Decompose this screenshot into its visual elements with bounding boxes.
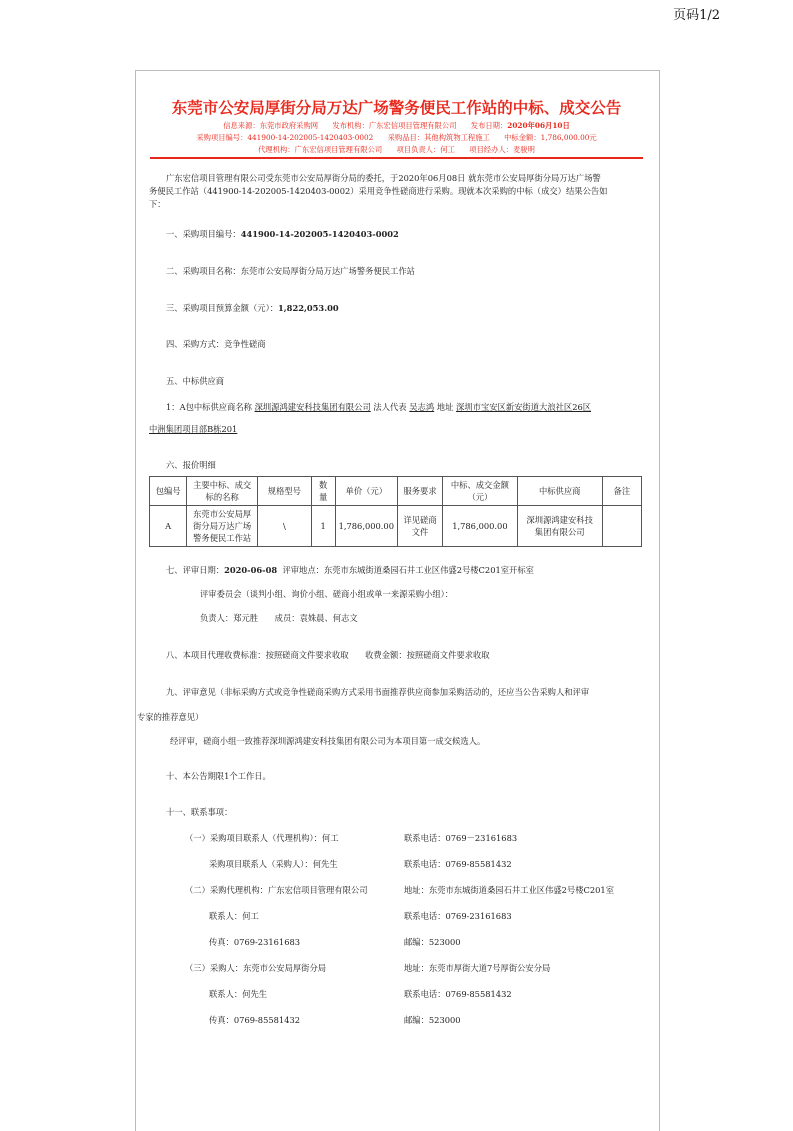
cell-note [602, 506, 641, 547]
section-4-label: 四、采购方式： [166, 339, 225, 349]
cell-unit-price: 1,786,000.00 [335, 506, 397, 547]
section-7 [166, 564, 534, 576]
section-2-value: 东莞市公安局厚街分局万达广场警务便民工作站 [240, 266, 415, 276]
header-spec: 规格型号 [257, 477, 311, 506]
meta-line-1 [135, 121, 658, 131]
header-item-line-2: 标的名称 [205, 492, 239, 502]
announcement-title: 东莞市公安局厚街分局万达广场警务便民工作站的中标、成交公告 [171, 99, 622, 117]
section-9-line-2: 专家的推荐意见） [137, 712, 204, 722]
meta-date [471, 121, 570, 130]
header-service: 服务要求 [397, 477, 442, 506]
review-members: 负责人：郑元胜 成员：袁姝晨、何志文 [200, 613, 358, 623]
section-3-value: 1,822,053.00 [278, 303, 339, 313]
contact-1-left: （一）采购项目联系人（代理机构）：何工 [185, 833, 339, 843]
intro-line-1: 广东宏信项目管理有限公司受东莞市公安局厚街分局的委托，于2020年06月08日 就东莞市公安局厚街分局万达广场警 [166, 173, 601, 183]
rep-name: 吴志鸿 [409, 402, 435, 412]
contact-8-left: 传真：0769-85581432 [209, 1015, 301, 1025]
meta-date-value: 2020年06月10日 [507, 121, 570, 130]
section-2 [166, 265, 415, 277]
section-1-label: 一、采购项目编号： [166, 229, 241, 239]
review-date: 2020-06-08 [224, 565, 278, 575]
meta-leader: 项目负责人：何工 [396, 145, 455, 154]
meta-category: 采购品目：其他构筑物工程施工 [387, 133, 490, 142]
meta-project-no: 采购项目编号：441900-14-202005-1420403-0002 [196, 133, 374, 142]
header-package: 包编号 [150, 477, 187, 506]
cell-supplier [517, 506, 602, 547]
intro-line-3: 下： [149, 199, 166, 209]
review-committee: 评审委员会（谈判小组、询价小组、磋商小组或单一来源采购小组）： [200, 589, 454, 599]
section-3-label: 三、采购项目预算金额（元）： [166, 303, 279, 313]
cell-total: 1,786,000.00 [443, 506, 518, 547]
supplier-name: 深圳源鸿建安科技集团有限公司 [254, 402, 371, 412]
header-total [443, 477, 518, 506]
contact-3-left: （二）采购代理机构：广东宏信项目管理有限公司 [185, 885, 368, 895]
meta-line-2 [135, 133, 658, 143]
header-unit-price: 单价（元） [335, 477, 397, 506]
cell-supplier-line-1: 深圳源鸿建安科技 [526, 515, 593, 525]
header-item [187, 477, 258, 506]
contact-1-right: 联系电话：0769－23161683 [404, 833, 518, 843]
meta-date-label: 发布日期： [470, 121, 508, 130]
header-item-line-1: 主要中标、成交 [193, 480, 252, 490]
cell-spec: \ [257, 506, 311, 547]
section-11-heading: 十一、联系事项： [166, 807, 233, 817]
cell-qty: 1 [311, 506, 335, 547]
contact-5-right: 邮编：523000 [404, 937, 461, 947]
contact-2-right: 联系电话：0769-85581432 [404, 859, 512, 869]
price-table [149, 476, 642, 547]
cell-service-line-2: 文件 [411, 527, 429, 537]
cell-service [397, 506, 442, 547]
contact-2-left: 采购项目联系人（采购人）：何先生 [209, 859, 338, 869]
section-1-value: 441900-14-202005-1420403-0002 [240, 229, 399, 239]
header-qty-line-2: 量 [319, 492, 328, 502]
meta-source: 信息来源：东莞市政府采购网 [223, 121, 319, 130]
meta-amount-label: 中标金额： [504, 133, 541, 142]
section-10: 十、本公告期限1个工作日。 [166, 771, 271, 781]
header-total-line-1: 中标、成交金额 [450, 480, 509, 490]
section-3 [166, 302, 339, 314]
cell-supplier-line-2: 集团有限公司 [534, 527, 585, 537]
meta-publisher: 发布机构：广东宏信项目管理有限公司 [332, 121, 457, 130]
section-8: 八、本项目代理收费标准：按照磋商文件要求收取 收费金额：按照磋商文件要求收取 [166, 650, 490, 660]
meta-handler: 项目经办人：麦骏明 [469, 145, 535, 154]
contact-7-right: 联系电话：0769-85581432 [404, 989, 512, 999]
contact-4-right: 联系电话：0769-23161683 [404, 911, 512, 921]
contact-6-right: 地址：东莞市厚街大道7号厚街公安分局 [404, 963, 551, 973]
addr-label: 地址 [436, 402, 454, 412]
contact-6-left: （三）采购人：东莞市公安局厚街分局 [185, 963, 327, 973]
header-qty [311, 477, 335, 506]
contact-4-left: 联系人：何工 [209, 911, 259, 921]
table-row [150, 506, 642, 547]
section-4-value: 竞争性磋商 [224, 339, 266, 349]
rep-label: 法人代表 [373, 402, 407, 412]
supplier-address-2: 中洲集团项目部B栋201 [149, 424, 238, 434]
cell-item [187, 506, 258, 547]
header-qty-line-1: 数 [319, 480, 328, 490]
section-4 [166, 338, 266, 350]
section-6-heading: 六、报价明细 [166, 460, 216, 470]
supplier-address-1: 深圳市宝安区新安街道大浪社区26区 [456, 402, 592, 412]
section-9-line-1: 九、评审意见（非标采购方式或竞争性磋商采购方式采用书面推荐供应商参加采购活动的，还应当公告采购人和评审 [166, 687, 590, 697]
contact-8-right: 邮编：523000 [404, 1015, 461, 1025]
cell-item-line-2: 街分局万达广场 [193, 521, 252, 531]
review-place: 评审地点：东莞市东城街道桑园石井工业区伟盛2号楼C201室开标室 [282, 565, 534, 575]
price-table-header [150, 477, 642, 506]
cell-service-line-1: 详见磋商 [403, 515, 437, 525]
cell-item-line-3: 警务便民工作站 [193, 533, 252, 543]
header-note: 备注 [602, 477, 641, 506]
meta-amount-value: 1,786,000.00元 [540, 133, 597, 142]
section-2-label: 二、采购项目名称： [166, 266, 241, 276]
intro-line-2: 务便民工作站（441900-14-202005-1420403-0002）采用竞争性磋商进行采购。现就本次采购的中标（成交）结果公告如 [149, 186, 608, 196]
cell-package: A [150, 506, 187, 547]
section-9-opinion: 经评审，磋商小组一致推荐深圳源鸿建安科技集团有限公司为本项目第一成交候选人。 [170, 736, 486, 746]
section-5-supplier-line [166, 401, 591, 413]
meta-agency: 代理机构：广东宏信项目管理有限公司 [258, 145, 383, 154]
supplier-prefix: 1：A包中标供应商名称 [166, 402, 252, 412]
meta-line-3 [135, 145, 658, 155]
page-number: 页码1/2 [673, 8, 720, 23]
contact-7-left: 联系人：何先生 [209, 989, 268, 999]
cell-item-line-1: 东莞市公安局厚 [193, 509, 252, 519]
contact-5-left: 传真：0769-23161683 [209, 937, 301, 947]
title-divider [150, 157, 643, 159]
header-supplier: 中标供应商 [517, 477, 602, 506]
contact-3-right: 地址：东莞市东城街道桑园石井工业区伟盛2号楼C201室 [404, 885, 614, 895]
review-date-label: 七、评审日期： [166, 565, 225, 575]
header-total-line-2: （元） [467, 492, 493, 502]
meta-amount [504, 133, 597, 142]
section-1 [166, 228, 399, 240]
section-5-heading: 五、中标供应商 [166, 376, 225, 386]
